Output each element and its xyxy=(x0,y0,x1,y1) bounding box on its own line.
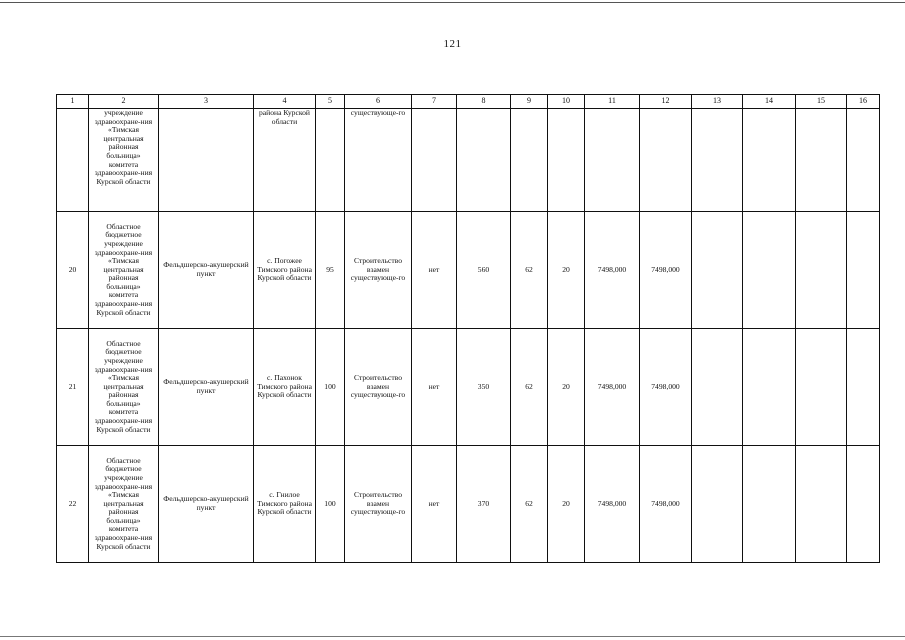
cell-col16 xyxy=(847,109,880,212)
cell-col13 xyxy=(692,212,743,329)
cell-col16 xyxy=(847,212,880,329)
cell-col14 xyxy=(743,329,796,446)
table-row-continuation xyxy=(57,109,880,212)
cell-col9: 62 xyxy=(511,446,548,563)
cell-col12: 7498,000 xyxy=(640,329,692,446)
column-header: 2 xyxy=(89,95,159,109)
cell-col7: нет xyxy=(412,329,457,446)
cell-col7: нет xyxy=(412,212,457,329)
cell-col12: 7498,000 xyxy=(640,212,692,329)
cell-work-type: существующе-го xyxy=(345,109,412,212)
cell-col5: 100 xyxy=(316,446,345,563)
cell-col15 xyxy=(796,109,847,212)
cell-col9: 62 xyxy=(511,329,548,446)
cell-facility-type: Фельдшерско-акушерский пункт xyxy=(159,212,254,329)
cell-institution: Областное бюджетное учреждение здравоохране-ния «Тимская центральная районная больница» комитета здравоохране-ния Курской области xyxy=(89,446,159,563)
cell-col8 xyxy=(457,109,511,212)
column-header: 3 xyxy=(159,95,254,109)
cell-number: 20 xyxy=(57,212,89,329)
scan-top-edge xyxy=(0,2,905,3)
cell-facility-type: Фельдшерско-акушерский пункт xyxy=(159,329,254,446)
column-header: 12 xyxy=(640,95,692,109)
cell-number: 22 xyxy=(57,446,89,563)
cell-col15 xyxy=(796,212,847,329)
cell-col10: 20 xyxy=(548,446,585,563)
column-header: 1 xyxy=(57,95,89,109)
cell-col11: 7498,000 xyxy=(585,446,640,563)
column-header: 11 xyxy=(585,95,640,109)
cell-institution: Областное бюджетное учреждение здравоохране-ния «Тимская центральная районная больница» комитета здравоохране-ния Курской области xyxy=(89,212,159,329)
column-header: 13 xyxy=(692,95,743,109)
cell-location: с. Пахонок Тимского района Курской области xyxy=(254,329,316,446)
cell-institution: учреждение здравоохране-ния «Тимская центральная районная больница» комитета здравоохране-ния Курской области xyxy=(89,109,159,212)
page-number: 121 xyxy=(443,38,462,50)
cell-col12: 7498,000 xyxy=(640,446,692,563)
cell-col8: 560 xyxy=(457,212,511,329)
column-numbers-row xyxy=(57,95,880,109)
cell-col7 xyxy=(412,109,457,212)
cell-number: 21 xyxy=(57,329,89,446)
cell-col14 xyxy=(743,212,796,329)
cell-col5: 100 xyxy=(316,329,345,446)
cell-col14 xyxy=(743,446,796,563)
cell-col13 xyxy=(692,329,743,446)
data-table xyxy=(56,94,880,563)
cell-col13 xyxy=(692,109,743,212)
cell-col7: нет xyxy=(412,446,457,563)
cell-col10: 20 xyxy=(548,329,585,446)
cell-col11: 7498,000 xyxy=(585,212,640,329)
cell-number xyxy=(57,109,89,212)
cell-col11 xyxy=(585,109,640,212)
cell-col16 xyxy=(847,446,880,563)
cell-col9 xyxy=(511,109,548,212)
cell-col13 xyxy=(692,446,743,563)
cell-col11: 7498,000 xyxy=(585,329,640,446)
cell-institution: Областное бюджетное учреждение здравоохране-ния «Тимская центральная районная больница» комитета здравоохране-ния Курской области xyxy=(89,329,159,446)
cell-col9: 62 xyxy=(511,212,548,329)
column-header: 6 xyxy=(345,95,412,109)
cell-col14 xyxy=(743,109,796,212)
cell-col5 xyxy=(316,109,345,212)
cell-location: с. Погожее Тимского района Курской области xyxy=(254,212,316,329)
cell-col15 xyxy=(796,446,847,563)
cell-col15 xyxy=(796,329,847,446)
cell-col8: 370 xyxy=(457,446,511,563)
cell-work-type: Строительство взамен существующе-го xyxy=(345,446,412,563)
cell-work-type: Строительство взамен существующе-го xyxy=(345,212,412,329)
column-header: 10 xyxy=(548,95,585,109)
column-header: 16 xyxy=(847,95,880,109)
cell-location: района Курской области xyxy=(254,109,316,212)
column-header: 9 xyxy=(511,95,548,109)
cell-col12 xyxy=(640,109,692,212)
cell-col8: 350 xyxy=(457,329,511,446)
cell-col10 xyxy=(548,109,585,212)
cell-location: с. Гнилое Тимского района Курской области xyxy=(254,446,316,563)
table-row xyxy=(57,212,880,329)
cell-col16 xyxy=(847,329,880,446)
column-header: 14 xyxy=(743,95,796,109)
column-header: 5 xyxy=(316,95,345,109)
cell-col10: 20 xyxy=(548,212,585,329)
cell-work-type: Строительство взамен существующе-го xyxy=(345,329,412,446)
table-row xyxy=(57,329,880,446)
column-header: 8 xyxy=(457,95,511,109)
cell-facility-type xyxy=(159,109,254,212)
table-row xyxy=(57,446,880,563)
scan-bottom-edge xyxy=(0,636,905,637)
cell-facility-type: Фельдшерско-акушерский пункт xyxy=(159,446,254,563)
column-header: 7 xyxy=(412,95,457,109)
cell-col5: 95 xyxy=(316,212,345,329)
column-header: 15 xyxy=(796,95,847,109)
column-header: 4 xyxy=(254,95,316,109)
